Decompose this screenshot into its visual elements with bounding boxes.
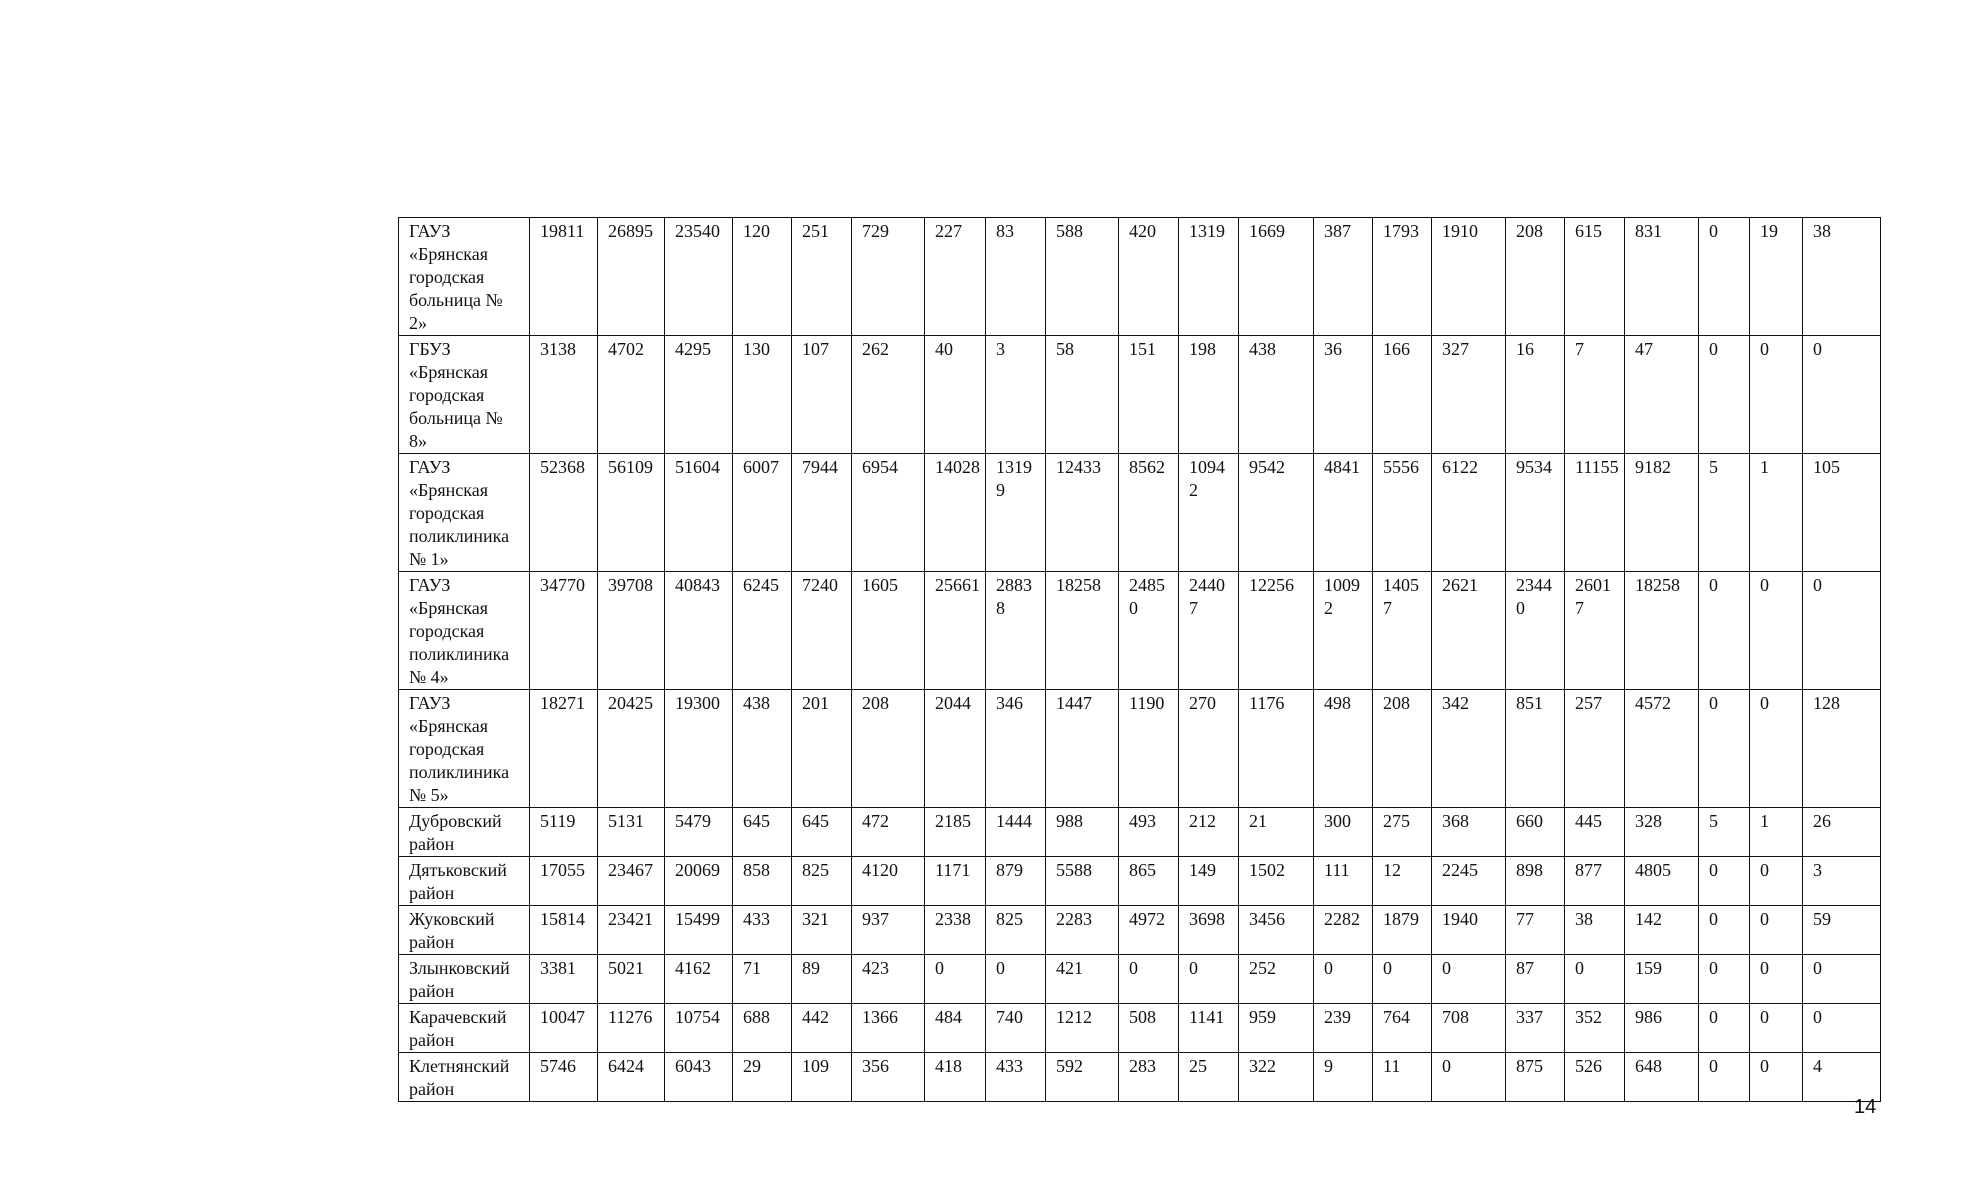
table-cell: 5021 <box>598 955 665 1004</box>
table-cell: 105 <box>1803 454 1881 572</box>
table-cell: 36 <box>1314 336 1373 454</box>
table-cell: 89 <box>792 955 852 1004</box>
table-cell: 2044 <box>925 690 986 808</box>
table-cell: 9182 <box>1625 454 1699 572</box>
statistics-table <box>398 217 1881 1102</box>
table-cell: 1605 <box>852 572 925 690</box>
table-cell: 1141 <box>1179 1004 1239 1053</box>
table-cell: 227 <box>925 218 986 336</box>
table-cell: 1190 <box>1119 690 1179 808</box>
table-cell: 11 <box>1373 1053 1432 1102</box>
table-cell: 4295 <box>665 336 733 454</box>
table-cell: 0 <box>1803 336 1881 454</box>
table-cell: 0 <box>1119 955 1179 1004</box>
table-cell: 7240 <box>792 572 852 690</box>
table-cell: 1366 <box>852 1004 925 1053</box>
table-cell: 3 <box>1803 857 1881 906</box>
table-cell: 421 <box>1046 955 1119 1004</box>
table-cell: 151 <box>1119 336 1179 454</box>
table-cell: 25 <box>1179 1053 1239 1102</box>
table-cell: 2283 <box>1046 906 1119 955</box>
table-cell: 10047 <box>530 1004 598 1053</box>
table-cell: 198 <box>1179 336 1239 454</box>
table-cell: 251 <box>792 218 852 336</box>
table-cell: 5556 <box>1373 454 1432 572</box>
table-cell: 337 <box>1506 1004 1565 1053</box>
table-cell: 19 <box>1750 218 1803 336</box>
table-cell: 208 <box>852 690 925 808</box>
table-cell: 208 <box>1506 218 1565 336</box>
table-cell: 10092 <box>1314 572 1373 690</box>
table-cell: 423 <box>852 955 925 1004</box>
table-cell: 0 <box>1565 955 1625 1004</box>
table-cell: 508 <box>1119 1004 1179 1053</box>
table-cell: 0 <box>1699 218 1750 336</box>
table-cell: 26017 <box>1565 572 1625 690</box>
table-cell: 851 <box>1506 690 1565 808</box>
table-cell: 11155 <box>1565 454 1625 572</box>
table-row <box>399 1004 1881 1053</box>
table-cell: 18258 <box>1046 572 1119 690</box>
table-cell: 342 <box>1432 690 1506 808</box>
table-cell: 764 <box>1373 1004 1432 1053</box>
table-cell: 0 <box>1432 1053 1506 1102</box>
table-cell: 445 <box>1565 808 1625 857</box>
table-cell: 5 <box>1699 808 1750 857</box>
table-cell: 321 <box>792 906 852 955</box>
table-cell: 438 <box>733 690 792 808</box>
table-cell-name: ГБУЗ «Брянская городская больница № 8» <box>399 336 530 454</box>
table-cell: 16 <box>1506 336 1565 454</box>
table-cell: 328 <box>1625 808 1699 857</box>
table-cell: 283 <box>1119 1053 1179 1102</box>
table-cell: 5119 <box>530 808 598 857</box>
table-body <box>399 218 1881 1102</box>
table-cell: 0 <box>1803 955 1881 1004</box>
table-cell: 15499 <box>665 906 733 955</box>
table-cell: 875 <box>1506 1053 1565 1102</box>
table-cell: 0 <box>1750 572 1803 690</box>
table-cell: 937 <box>852 906 925 955</box>
table-cell: 346 <box>986 690 1046 808</box>
table-row <box>399 857 1881 906</box>
table-cell-name: Жуковский район <box>399 906 530 955</box>
table-cell: 10754 <box>665 1004 733 1053</box>
table-cell: 107 <box>792 336 852 454</box>
table-cell: 433 <box>733 906 792 955</box>
table-cell: 4702 <box>598 336 665 454</box>
table-cell: 1910 <box>1432 218 1506 336</box>
table-cell: 9534 <box>1506 454 1565 572</box>
table-row <box>399 454 1881 572</box>
table-cell: 3138 <box>530 336 598 454</box>
table-cell: 588 <box>1046 218 1119 336</box>
table-cell: 87 <box>1506 955 1565 1004</box>
table-cell: 660 <box>1506 808 1565 857</box>
table-cell: 1669 <box>1239 218 1314 336</box>
table-cell: 23467 <box>598 857 665 906</box>
table-cell: 1444 <box>986 808 1046 857</box>
page-number: 14 <box>1854 1096 1877 1118</box>
table-cell: 4841 <box>1314 454 1373 572</box>
table-cell-name: Дятьковский район <box>399 857 530 906</box>
table-cell-name: ГАУЗ «Брянская городская поликлиника № 1» <box>399 454 530 572</box>
table-cell: 0 <box>1699 336 1750 454</box>
table-cell: 262 <box>852 336 925 454</box>
table-cell: 19300 <box>665 690 733 808</box>
table-cell: 1 <box>1750 808 1803 857</box>
table-cell: 0 <box>1314 955 1373 1004</box>
table-cell: 0 <box>986 955 1046 1004</box>
table-row <box>399 572 1881 690</box>
table-cell: 0 <box>1699 906 1750 955</box>
table-cell: 257 <box>1565 690 1625 808</box>
table-cell: 1940 <box>1432 906 1506 955</box>
table-cell: 6245 <box>733 572 792 690</box>
table-cell: 3456 <box>1239 906 1314 955</box>
table-cell: 252 <box>1239 955 1314 1004</box>
table-cell: 39708 <box>598 572 665 690</box>
table-cell: 6424 <box>598 1053 665 1102</box>
table-cell: 208 <box>1373 690 1432 808</box>
table-cell: 526 <box>1565 1053 1625 1102</box>
table-cell: 23540 <box>665 218 733 336</box>
table-cell: 24850 <box>1119 572 1179 690</box>
table-cell: 130 <box>733 336 792 454</box>
table-cell: 149 <box>1179 857 1239 906</box>
table-cell: 0 <box>1179 955 1239 1004</box>
table-cell: 2621 <box>1432 572 1506 690</box>
table-cell: 201 <box>792 690 852 808</box>
table-cell: 25661 <box>925 572 986 690</box>
table-cell: 2245 <box>1432 857 1506 906</box>
table-cell: 1879 <box>1373 906 1432 955</box>
table-cell: 3381 <box>530 955 598 1004</box>
table-cell: 51604 <box>665 454 733 572</box>
table-cell: 988 <box>1046 808 1119 857</box>
table-cell: 493 <box>1119 808 1179 857</box>
table-row <box>399 690 1881 808</box>
table-cell: 0 <box>1699 690 1750 808</box>
table-cell: 212 <box>1179 808 1239 857</box>
table-cell: 166 <box>1373 336 1432 454</box>
table-cell: 2185 <box>925 808 986 857</box>
table-cell: 3698 <box>1179 906 1239 955</box>
table-cell: 0 <box>1750 906 1803 955</box>
table-cell: 71 <box>733 955 792 1004</box>
table-cell-name: ГАУЗ «Брянская городская поликлиника № 5» <box>399 690 530 808</box>
table-cell-name: Карачевский район <box>399 1004 530 1053</box>
table-cell: 1 <box>1750 454 1803 572</box>
table-cell: 47 <box>1625 336 1699 454</box>
table-cell: 0 <box>1750 690 1803 808</box>
table-cell: 5588 <box>1046 857 1119 906</box>
table-cell: 648 <box>1625 1053 1699 1102</box>
table-cell: 56109 <box>598 454 665 572</box>
table-cell-name: Дубровский район <box>399 808 530 857</box>
table-cell: 4 <box>1803 1053 1881 1102</box>
table-cell: 19811 <box>530 218 598 336</box>
table-cell: 0 <box>1803 1004 1881 1053</box>
table-cell: 7944 <box>792 454 852 572</box>
table-cell: 0 <box>1699 1053 1750 1102</box>
table-cell: 8562 <box>1119 454 1179 572</box>
table-cell: 9542 <box>1239 454 1314 572</box>
table-cell: 0 <box>1803 572 1881 690</box>
table-cell: 708 <box>1432 1004 1506 1053</box>
table-cell-name: Злынковский район <box>399 955 530 1004</box>
table-cell: 352 <box>1565 1004 1625 1053</box>
table-cell: 729 <box>852 218 925 336</box>
table-cell: 111 <box>1314 857 1373 906</box>
table-cell-name: Клетнянский район <box>399 1053 530 1102</box>
table-cell: 825 <box>792 857 852 906</box>
table-cell: 959 <box>1239 1004 1314 1053</box>
table-cell: 12433 <box>1046 454 1119 572</box>
table-cell: 645 <box>733 808 792 857</box>
table-cell: 4572 <box>1625 690 1699 808</box>
table-cell: 877 <box>1565 857 1625 906</box>
table-cell: 442 <box>792 1004 852 1053</box>
table-cell: 1176 <box>1239 690 1314 808</box>
table-cell: 0 <box>1699 572 1750 690</box>
table-cell: 58 <box>1046 336 1119 454</box>
table-cell: 0 <box>1699 857 1750 906</box>
table-cell: 77 <box>1506 906 1565 955</box>
table-cell: 898 <box>1506 857 1565 906</box>
table-cell: 13199 <box>986 454 1046 572</box>
table-cell: 109 <box>792 1053 852 1102</box>
table-cell: 38 <box>1803 218 1881 336</box>
table-cell: 83 <box>986 218 1046 336</box>
table-cell: 239 <box>1314 1004 1373 1053</box>
table-cell: 1319 <box>1179 218 1239 336</box>
table-cell: 20425 <box>598 690 665 808</box>
table-cell: 159 <box>1625 955 1699 1004</box>
table-cell: 5479 <box>665 808 733 857</box>
table-cell: 615 <box>1565 218 1625 336</box>
table-cell: 4120 <box>852 857 925 906</box>
table-cell: 275 <box>1373 808 1432 857</box>
table-cell: 825 <box>986 906 1046 955</box>
table-cell: 879 <box>986 857 1046 906</box>
table-cell: 865 <box>1119 857 1179 906</box>
table-cell: 472 <box>852 808 925 857</box>
table-cell: 0 <box>1750 336 1803 454</box>
table-cell: 0 <box>1432 955 1506 1004</box>
table-cell: 6007 <box>733 454 792 572</box>
table-cell: 18258 <box>1625 572 1699 690</box>
table-cell: 322 <box>1239 1053 1314 1102</box>
table-cell: 5131 <box>598 808 665 857</box>
table-cell-name: ГАУЗ «Брянская городская поликлиника № 4» <box>399 572 530 690</box>
table-cell: 12 <box>1373 857 1432 906</box>
table-cell-name: ГАУЗ «Брянская городская больница № 2» <box>399 218 530 336</box>
table-cell: 270 <box>1179 690 1239 808</box>
table-cell: 0 <box>1750 857 1803 906</box>
table-cell: 858 <box>733 857 792 906</box>
table-cell: 4805 <box>1625 857 1699 906</box>
table-cell: 40843 <box>665 572 733 690</box>
table-cell: 20069 <box>665 857 733 906</box>
table-cell: 0 <box>1699 1004 1750 1053</box>
table-cell: 327 <box>1432 336 1506 454</box>
table-cell: 52368 <box>530 454 598 572</box>
table-cell: 24407 <box>1179 572 1239 690</box>
table-cell: 29 <box>733 1053 792 1102</box>
table-cell: 1171 <box>925 857 986 906</box>
table-cell: 592 <box>1046 1053 1119 1102</box>
table-cell: 21 <box>1239 808 1314 857</box>
table-cell: 368 <box>1432 808 1506 857</box>
table-cell: 1212 <box>1046 1004 1119 1053</box>
table-cell: 6122 <box>1432 454 1506 572</box>
table-cell: 26895 <box>598 218 665 336</box>
table-cell: 986 <box>1625 1004 1699 1053</box>
table-cell: 10942 <box>1179 454 1239 572</box>
table-cell: 0 <box>1750 1004 1803 1053</box>
table-cell: 4972 <box>1119 906 1179 955</box>
table-cell: 5746 <box>530 1053 598 1102</box>
table-cell: 120 <box>733 218 792 336</box>
table-cell: 11276 <box>598 1004 665 1053</box>
table-cell: 0 <box>1699 955 1750 1004</box>
table-cell: 438 <box>1239 336 1314 454</box>
table-row <box>399 336 1881 454</box>
table-cell: 1447 <box>1046 690 1119 808</box>
table-cell: 59 <box>1803 906 1881 955</box>
table-cell: 4162 <box>665 955 733 1004</box>
table-cell: 300 <box>1314 808 1373 857</box>
table-cell: 420 <box>1119 218 1179 336</box>
table-row <box>399 218 1881 336</box>
table-cell: 2282 <box>1314 906 1373 955</box>
table-cell: 645 <box>792 808 852 857</box>
table-cell: 0 <box>925 955 986 1004</box>
table-cell: 9 <box>1314 1053 1373 1102</box>
table-row <box>399 1053 1881 1102</box>
table-cell: 387 <box>1314 218 1373 336</box>
table-cell: 18271 <box>530 690 598 808</box>
table-cell: 6954 <box>852 454 925 572</box>
table-cell: 1502 <box>1239 857 1314 906</box>
table-cell: 128 <box>1803 690 1881 808</box>
table-cell: 5 <box>1699 454 1750 572</box>
table-cell: 142 <box>1625 906 1699 955</box>
table-cell: 6043 <box>665 1053 733 1102</box>
table-cell: 28838 <box>986 572 1046 690</box>
table-row <box>399 906 1881 955</box>
table-cell: 7 <box>1565 336 1625 454</box>
table-row <box>399 808 1881 857</box>
table-cell: 17055 <box>530 857 598 906</box>
table-cell: 23421 <box>598 906 665 955</box>
table-cell: 34770 <box>530 572 598 690</box>
table-cell: 433 <box>986 1053 1046 1102</box>
table-cell: 12256 <box>1239 572 1314 690</box>
table-cell: 26 <box>1803 808 1881 857</box>
table-cell: 688 <box>733 1004 792 1053</box>
table-cell: 418 <box>925 1053 986 1102</box>
table-row <box>399 955 1881 1004</box>
table-cell: 1793 <box>1373 218 1432 336</box>
table-cell: 498 <box>1314 690 1373 808</box>
table-cell: 15814 <box>530 906 598 955</box>
table-cell: 0 <box>1750 1053 1803 1102</box>
table-cell: 38 <box>1565 906 1625 955</box>
table-cell: 356 <box>852 1053 925 1102</box>
table-cell: 40 <box>925 336 986 454</box>
table-cell: 484 <box>925 1004 986 1053</box>
table-cell: 23440 <box>1506 572 1565 690</box>
table-cell: 3 <box>986 336 1046 454</box>
table-cell: 831 <box>1625 218 1699 336</box>
table-cell: 0 <box>1373 955 1432 1004</box>
table-cell: 14057 <box>1373 572 1432 690</box>
table-cell: 740 <box>986 1004 1046 1053</box>
table-cell: 0 <box>1750 955 1803 1004</box>
table-cell: 14028 <box>925 454 986 572</box>
table-cell: 2338 <box>925 906 986 955</box>
